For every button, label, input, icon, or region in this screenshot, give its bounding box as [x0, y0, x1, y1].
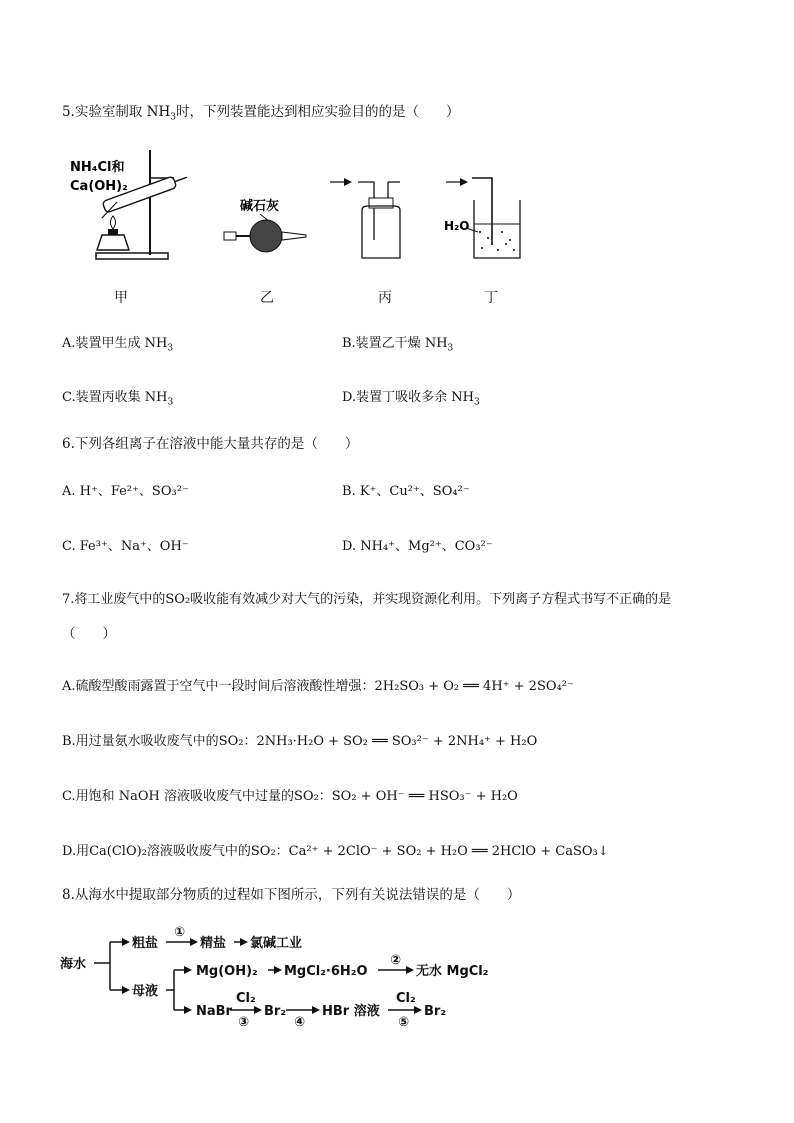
q5-stem: 5.实验室制取 $NH_3$时，下列装置能达到相应实验目的的是（ ） — [62, 104, 460, 123]
svg-text:无水 MgCl₂: 无水 MgCl₂ — [416, 964, 489, 979]
svg-text:MgCl₂·6H₂O: MgCl₂·6H₂O — [284, 964, 368, 979]
svg-text:④: ④ — [294, 1015, 306, 1030]
label-yi: 乙 — [260, 290, 274, 306]
q5-option-c: C.装置丙收集 $NH_3$ — [62, 390, 174, 408]
q5-option-d: D.装置丁吸收多余 $NH_3$ — [342, 390, 480, 408]
q7-option-b: B.用过量氨水吸收废气中的SO₂：2NH₃·H₂O + SO₂ ══ SO₃²⁻ + 2NH₄⁺ + H₂O — [62, 734, 538, 749]
q6-option-a: A. H⁺、Fe²⁺、SO₃²⁻ — [62, 484, 189, 499]
q6-option-c: C. Fe³⁺、Na⁺、OH⁻ — [62, 539, 189, 554]
svg-text:②: ② — [390, 953, 402, 968]
q7-option-a: A.硫酸型酸雨露置于空气中一段时间后溶液酸性增强：2H₂SO₃ + O₂ ══ 4H⁺ + 2SO₄²⁻ — [62, 679, 574, 694]
svg-text:H₂O: H₂O — [444, 219, 470, 233]
svg-text:海水: 海水 — [60, 957, 87, 972]
svg-text:母液: 母液 — [132, 984, 159, 999]
label-bing: 丙 — [378, 290, 392, 306]
q5-option-a: A.装置甲生成 $NH_3$ — [62, 336, 174, 354]
svg-text:⑤: ⑤ — [398, 1015, 410, 1030]
label-jia: 甲 — [114, 290, 128, 306]
apparatus-jia — [70, 150, 189, 259]
svg-text:氯碱工业: 氯碱工业 — [250, 936, 303, 951]
svg-text:NH₄Cl和: NH₄Cl和 — [70, 160, 125, 175]
q5-option-b: B.装置乙干燥 $NH_3$ — [342, 336, 454, 354]
q7-option-c: C.用饱和 NaOH 溶液吸收废气中过量的SO₂：SO₂ + OH⁻ ══ HSO₃⁻ + H₂O — [62, 789, 518, 804]
q7-stem-cont: （ ） — [62, 626, 116, 642]
apparatus-bing — [330, 178, 400, 258]
svg-text:HBr 溶液: HBr 溶液 — [322, 1004, 380, 1019]
svg-text:Mg(OH)₂: Mg(OH)₂ — [196, 964, 258, 979]
svg-text:Cl₂: Cl₂ — [396, 991, 416, 1006]
label-ding: 丁 — [484, 290, 498, 306]
q6-option-b: B. K⁺、Cu²⁺、SO₄²⁻ — [342, 484, 470, 499]
q7-stem: 7.将工业废气中的SO₂吸收能有效减少对大气的污染，并实现资源化利用。下列离子方程式书写不正确的是 — [62, 592, 672, 607]
svg-text:粗盐: 粗盐 — [132, 936, 159, 951]
apparatus-ding — [444, 178, 520, 258]
apparatus-yi — [224, 198, 306, 252]
svg-text:①: ① — [174, 925, 186, 940]
svg-text:③: ③ — [238, 1015, 250, 1030]
svg-text:NaBr: NaBr — [196, 1004, 232, 1019]
svg-text:碱石灰: 碱石灰 — [240, 199, 280, 214]
svg-text:精盐: 精盐 — [200, 936, 227, 951]
apparatus-figure — [62, 140, 522, 270]
svg-text:Br₂: Br₂ — [424, 1004, 447, 1019]
q8-stem: 8.从海水中提取部分物质的过程如下图所示，下列有关说法错误的是（ ） — [62, 887, 521, 903]
svg-text:Cl₂: Cl₂ — [236, 991, 256, 1006]
q6-stem: 6.下列各组离子在溶液中能大量共存的是（ ） — [62, 436, 359, 452]
seawater-flow-diagram — [60, 922, 500, 1032]
svg-text:Ca(OH)₂: Ca(OH)₂ — [70, 179, 128, 194]
q6-option-d: D. NH₄⁺、Mg²⁺、CO₃²⁻ — [342, 539, 493, 554]
q7-option-d: D.用Ca(ClO)₂溶液吸收废气中的SO₂：Ca²⁺ + 2ClO⁻ + SO₂ + H₂O ══ 2HClO + CaSO₃↓ — [62, 844, 609, 859]
svg-text:Br₂: Br₂ — [264, 1004, 287, 1019]
